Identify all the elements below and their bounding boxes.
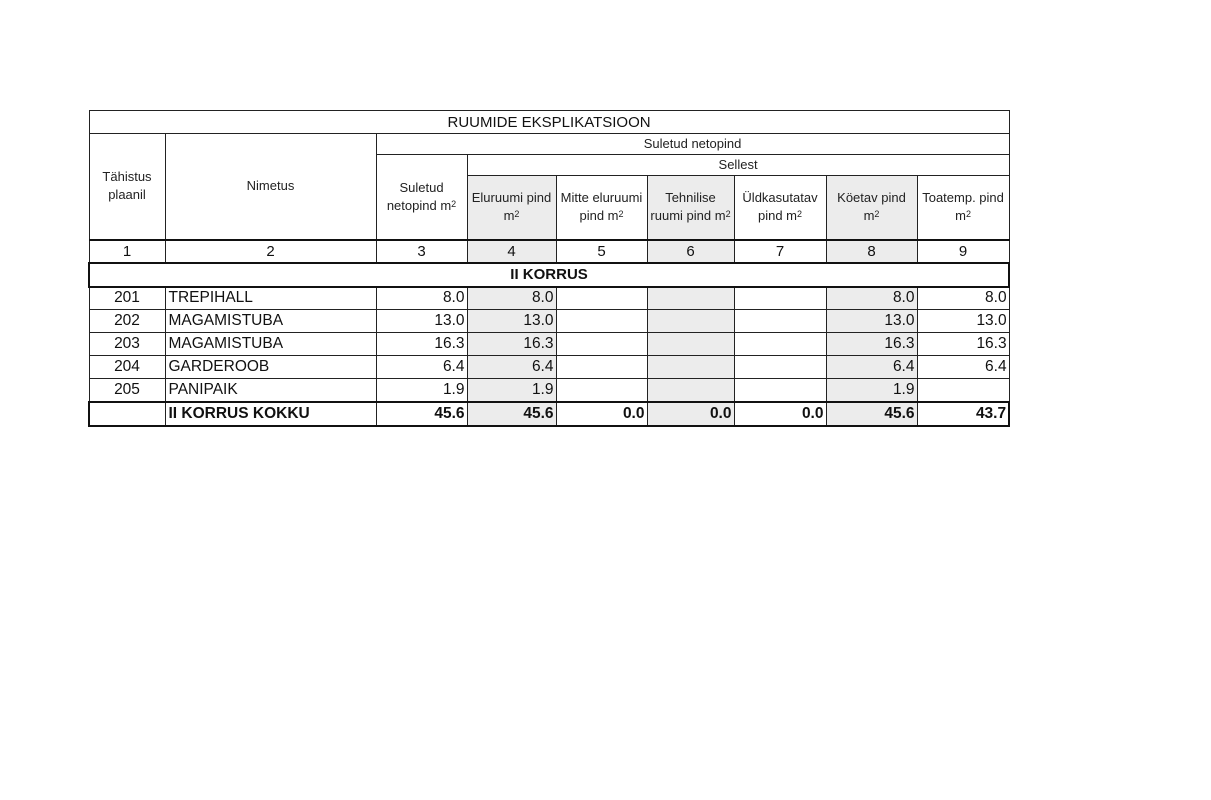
total-code — [89, 402, 165, 426]
cell-eluruumi-pind: 6.4 — [467, 356, 556, 379]
col-header-5-label: Mitte eluruumi pind m — [560, 190, 643, 224]
total-uldkasutatav-pind: 0.0 — [734, 402, 826, 426]
column-number: 2 — [165, 240, 376, 263]
cell-toatemp-pind — [917, 379, 1009, 402]
cell-eluruumi-pind: 16.3 — [467, 333, 556, 356]
table-title: RUUMIDE EKSPLIKATSIOON — [89, 111, 1009, 134]
cell-toatemp-pind: 6.4 — [917, 356, 1009, 379]
table-row — [89, 333, 1009, 356]
floor-label: II KORRUS — [89, 263, 1009, 287]
cell-tehnilise-ruumi-pind — [647, 379, 734, 402]
column-number: 4 — [467, 240, 556, 263]
cell-toatemp-pind: 8.0 — [917, 287, 1009, 310]
col-header-9 — [917, 176, 1009, 240]
cell-toatemp-pind: 16.3 — [917, 333, 1009, 356]
total-mitte-eluruumi-pind: 0.0 — [556, 402, 647, 426]
col-header-5 — [556, 176, 647, 240]
col-header-3-unit: 2 — [451, 198, 457, 209]
cell-tehnilise-ruumi-pind — [647, 287, 734, 310]
explication-sheet — [88, 110, 1010, 427]
col-header-3-label: Suletud netopind m — [386, 179, 452, 213]
explication-table — [88, 110, 1010, 427]
cell-koetav-pind: 6.4 — [826, 356, 917, 379]
cell-uldkasutatav-pind — [734, 333, 826, 356]
table-row — [89, 379, 1009, 402]
cell-suletud-netopind: 16.3 — [376, 333, 467, 356]
cell-mitte-eluruumi-pind — [556, 379, 647, 402]
cell-uldkasutatav-pind — [734, 287, 826, 310]
cell-eluruumi-pind: 1.9 — [467, 379, 556, 402]
room-code: 204 — [89, 356, 165, 379]
total-tehnilise-ruumi-pind: 0.0 — [647, 402, 734, 426]
column-number: 9 — [917, 240, 1009, 263]
cell-toatemp-pind: 13.0 — [917, 310, 1009, 333]
col-header-4-unit: 2 — [514, 209, 520, 220]
col-header-4 — [467, 176, 556, 240]
cell-eluruumi-pind: 8.0 — [467, 287, 556, 310]
room-name: GARDEROOB — [165, 356, 376, 379]
total-eluruumi-pind: 45.6 — [467, 402, 556, 426]
total-toatemp-pind: 43.7 — [917, 402, 1009, 426]
column-number: 1 — [89, 240, 165, 263]
col-header-8-label: Köetav pind m — [837, 190, 906, 224]
cell-suletud-netopind: 1.9 — [376, 379, 467, 402]
cell-koetav-pind: 1.9 — [826, 379, 917, 402]
col-header-2-label: Nimetus — [246, 178, 295, 194]
cell-eluruumi-pind: 13.0 — [467, 310, 556, 333]
cell-tehnilise-ruumi-pind — [647, 310, 734, 333]
column-number: 3 — [376, 240, 467, 263]
col-header-7-label: Üldkasutatav pind m — [742, 190, 818, 224]
total-koetav-pind: 45.6 — [826, 402, 917, 426]
title-row — [89, 111, 1009, 134]
cell-suletud-netopind: 13.0 — [376, 310, 467, 333]
column-number: 8 — [826, 240, 917, 263]
col-header-4-label: Eluruumi pind m — [471, 190, 552, 224]
col-header-1 — [89, 134, 165, 240]
room-code: 201 — [89, 287, 165, 310]
col-header-5-unit: 2 — [618, 209, 624, 220]
col-header-3 — [376, 155, 467, 240]
header-row-group — [89, 134, 1009, 155]
cell-suletud-netopind: 8.0 — [376, 287, 467, 310]
cell-tehnilise-ruumi-pind — [647, 333, 734, 356]
col-header-2 — [165, 134, 376, 240]
column-number-row — [89, 240, 1009, 263]
cell-uldkasutatav-pind — [734, 379, 826, 402]
cell-suletud-netopind: 6.4 — [376, 356, 467, 379]
col-header-7 — [734, 176, 826, 240]
cell-mitte-eluruumi-pind — [556, 287, 647, 310]
cell-mitte-eluruumi-pind — [556, 310, 647, 333]
table-row — [89, 287, 1009, 310]
cell-tehnilise-ruumi-pind — [647, 356, 734, 379]
col-header-6-unit: 2 — [725, 209, 731, 220]
column-number: 5 — [556, 240, 647, 263]
col-header-6 — [647, 176, 734, 240]
room-name: PANIPAIK — [165, 379, 376, 402]
cell-mitte-eluruumi-pind — [556, 333, 647, 356]
col-header-9-label: Toatemp. pind m — [922, 190, 1004, 224]
col-header-6-label: Tehnilise ruumi pind m — [650, 190, 726, 224]
cell-mitte-eluruumi-pind — [556, 356, 647, 379]
table-row — [89, 310, 1009, 333]
cell-koetav-pind: 13.0 — [826, 310, 917, 333]
total-label: II KORRUS KOKKU — [165, 402, 376, 426]
column-number: 6 — [647, 240, 734, 263]
total-suletud-netopind: 45.6 — [376, 402, 467, 426]
room-code: 205 — [89, 379, 165, 402]
cell-koetav-pind: 8.0 — [826, 287, 917, 310]
cell-uldkasutatav-pind — [734, 356, 826, 379]
table-row — [89, 356, 1009, 379]
room-code: 203 — [89, 333, 165, 356]
group-header: Suletud netopind — [376, 134, 1009, 155]
cell-koetav-pind: 16.3 — [826, 333, 917, 356]
col-header-9-unit: 2 — [965, 209, 971, 220]
col-header-1-label: Tähistus plaanil — [102, 169, 152, 203]
subgroup-header: Sellest — [467, 155, 1009, 176]
column-number: 7 — [734, 240, 826, 263]
room-name: MAGAMISTUBA — [165, 310, 376, 333]
col-header-7-unit: 2 — [797, 209, 803, 220]
cell-uldkasutatav-pind — [734, 310, 826, 333]
room-code: 202 — [89, 310, 165, 333]
total-row — [89, 402, 1009, 426]
room-name: TREPIHALL — [165, 287, 376, 310]
col-header-8 — [826, 176, 917, 240]
room-name: MAGAMISTUBA — [165, 333, 376, 356]
col-header-8-unit: 2 — [874, 209, 880, 220]
floor-header-row — [89, 263, 1009, 287]
